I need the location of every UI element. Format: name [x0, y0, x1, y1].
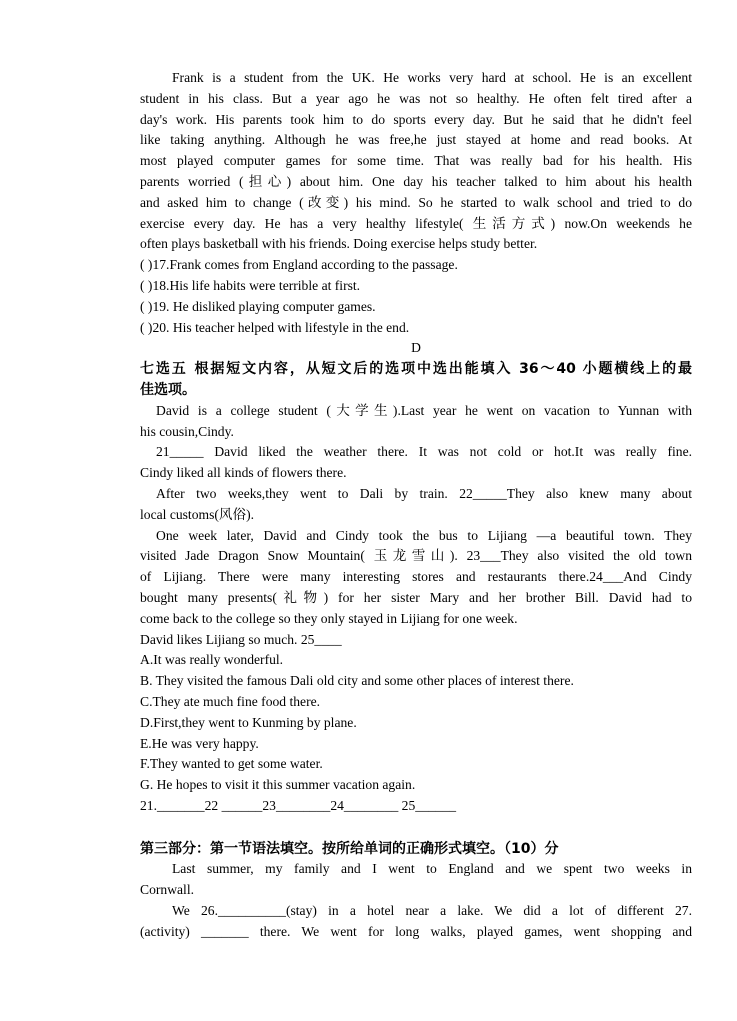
passage-line: visited Jade Dragon Snow Mountain( 玉龙雪山). 23___They also visited the old town: [140, 548, 692, 564]
passage-line: We 26.__________(stay) in a hotel near a lake. We did a lot of different 27.: [172, 903, 692, 919]
passage-line: Last summer, my family and I went to England and we spent two weeks in: [172, 861, 692, 877]
option-item: D.First,they went to Kunming by plane.: [140, 714, 357, 730]
option-item: B. They visited the famous Dali old city and some other places of interest there.: [140, 673, 574, 689]
passage-line: of Lijiang. There were many interesting stores and restaurants there.24___And Cindy: [140, 569, 692, 585]
section-letter: D: [411, 340, 421, 356]
option-item: F.They wanted to get some water.: [140, 756, 323, 772]
passage-line: Frank is a student from the UK. He works very hard at school. He is an excellent: [172, 70, 692, 85]
option-item: G. He hopes to visit it this summer vacation again.: [140, 777, 416, 793]
task-title-cont: 佳选项。: [140, 381, 196, 398]
passage-line: day's work. His parents took him to do sports every day. But he said that he didn't feel: [140, 111, 692, 127]
question-item: ( )20. His teacher helped with lifestyle in the end.: [140, 319, 410, 335]
passage-line: and asked him to change (改变) his mind. So he started to walk school and tried to do: [140, 194, 692, 210]
passage-line: parents worried (担心) about him. One day his teacher talked to him about his health: [140, 173, 692, 189]
passage-line: David is a college student (大学生).Last year he went on vacation to Yunnan with: [156, 402, 692, 418]
spacer: [140, 817, 692, 839]
passage-e: [140, 859, 692, 942]
passage-line: David likes Lijiang so much. 25____: [140, 631, 342, 647]
option-item: E.He was very happy.: [140, 735, 259, 751]
question-item: ( )18.His life habits were terrible at first.: [140, 277, 361, 293]
passage-line: 21_____ David liked the weather there. It was not cold or hot.It was really fine.: [156, 444, 692, 460]
passage-line: student in his class. But a year ago he was not so healthy. He often felt tired after a: [140, 90, 692, 106]
passage-c: [140, 68, 692, 255]
passage-line: like taking anything. Although he was free,he just stayed at home and read books. At: [140, 132, 692, 148]
passage-line: Cindy liked all kinds of flowers there.: [140, 465, 347, 481]
question-item: ( )19. He disliked playing computer games.: [140, 298, 376, 314]
part3-title: 第三部分：第一节语法填空。按所给单词的正确形式填空。（10）分: [140, 840, 559, 857]
passage-line: exercise every day. He has a very healthy lifestyle( 生活方式) now.On weekends he: [140, 215, 692, 231]
option-item: A.It was really wonderful.: [140, 652, 284, 668]
passage-d: [140, 401, 692, 651]
question-item: ( )17.Frank comes from England according to the passage.: [140, 257, 458, 273]
passage-line: his cousin,Cindy.: [140, 423, 234, 439]
answer-line: 21._______22 ______23________24________ 25______: [140, 797, 457, 813]
passage-line: come back to the college so they only stayed in Lijiang for one week.: [140, 610, 518, 626]
options-list: [140, 650, 692, 796]
passage-line: Cornwall.: [140, 882, 194, 898]
passage-line: local customs(风俗).: [140, 506, 255, 522]
passage-line: most played computer games for some time. That was really bad for his health. His: [140, 153, 692, 169]
passage-line: bought many presents(礼物) for her sister Mary and her brother Bill. David had to: [140, 589, 692, 605]
passage-line: One week later, David and Cindy took the bus to Lijiang —a beautiful town. They: [156, 527, 692, 543]
passage-line: After two weeks,they went to Dali by train. 22_____They also knew many about: [156, 485, 692, 501]
passage-line: (activity) _______ there. We went for long walks, played games, went shopping and: [140, 923, 692, 939]
passage-line: often plays basketball with his friends. Doing exercise helps study better.: [140, 236, 538, 252]
task-title: 七选五 根据短文内容，从短文后的选项中选出能填入 36～40 小题横线上的最: [140, 361, 692, 378]
questions-c: [140, 255, 692, 338]
option-item: C.They ate much fine food there.: [140, 693, 321, 709]
worksheet-page: [140, 68, 692, 943]
